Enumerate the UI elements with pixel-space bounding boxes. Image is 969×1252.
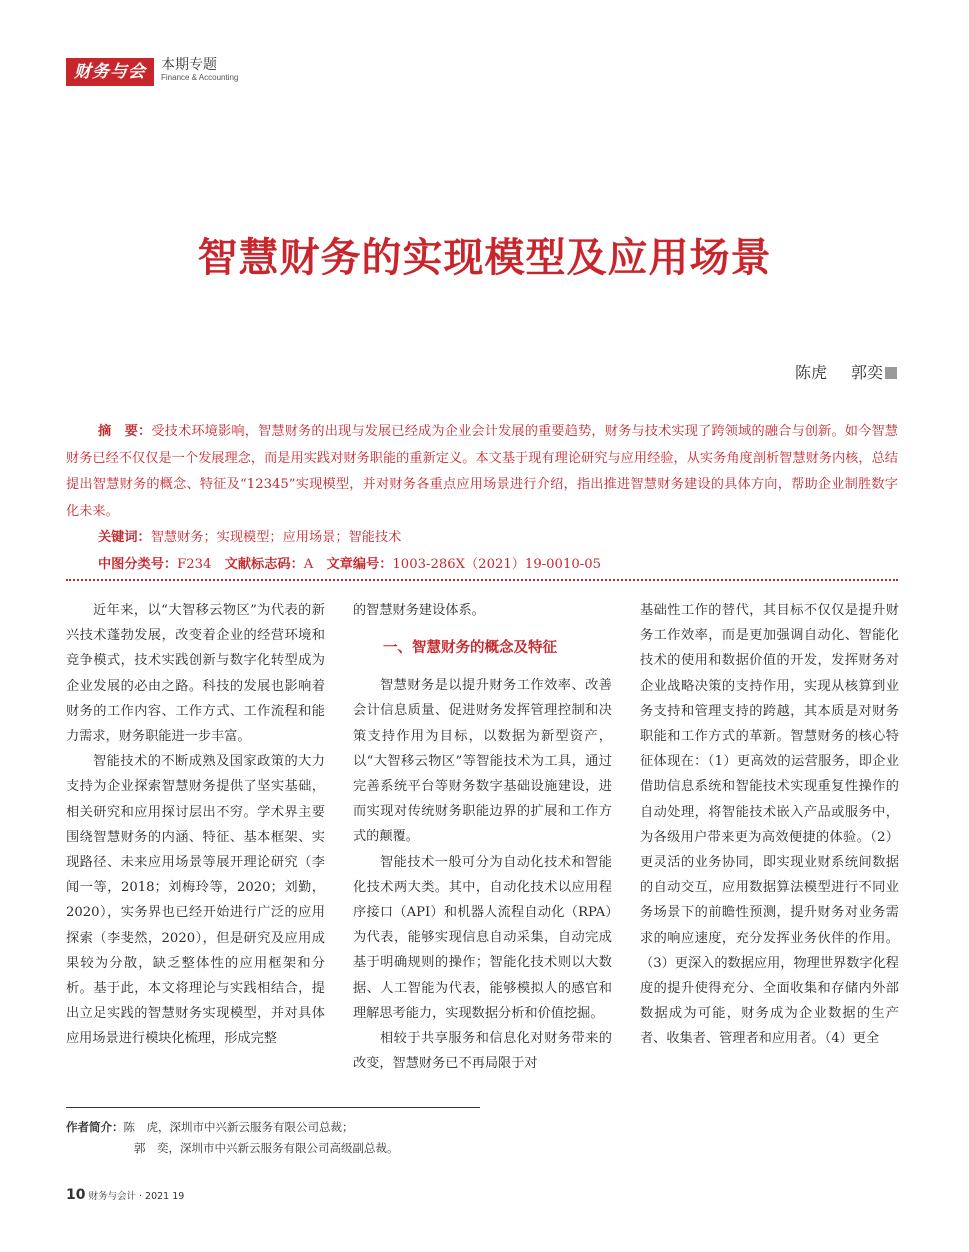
article-no-value: 1003-286X（2021）19-0010-05 xyxy=(392,556,601,572)
keywords-line xyxy=(66,525,898,552)
body-paragraph: 基础性工作的替代，其目标不仅仅是提升财务工作效率，而是更加强调自动化、智能化技术的使用和数据价值的开发，发挥财务对企业战略决策的支持作用，实现从核算到业务支持和管理支持的跨越，其本质是对财务职能和工作方式的革新。智慧财务的核心特征体现在：（1）更高效的运营服务，即企业借助信息系统和智能技术实现重复性操作的自动处理，将智能技术嵌入产品或服务中，为各级用户带来更为高效便捷的体验。（2）更灵活的业务协同，即实现业财系统间数据的自动交互，应用数据算法模型进行不同业务场景下的前瞻性预测，提升财务对业务需求的响应速度，充分发挥业务伙伴的作用。（3）更深入的数据应用，物理世界数字化程度的提升使得充分、全面收集和存储内外部数据成为可能，财务成为企业数据的生产者、收集者、管理者和应用者。（4）更全 xyxy=(640,603,899,1047)
footnote-label: 作者简介： xyxy=(66,1120,124,1134)
author-line xyxy=(795,360,897,383)
clc-label: 中图分类号： xyxy=(98,556,178,572)
author-footnote xyxy=(66,1117,399,1159)
doc-code-label: 文献标志码： xyxy=(224,556,304,572)
keywords-label: 关键词： xyxy=(98,530,151,545)
abstract-label: 摘 要： xyxy=(98,424,152,439)
doc-code-value: A xyxy=(303,556,314,572)
abstract-divider xyxy=(66,579,898,581)
section-title: 本期专题 xyxy=(161,57,217,73)
body-paragraph: 的智慧财务建设体系。 xyxy=(353,603,485,618)
journal-issue: 财务与会计 · 2021 19 xyxy=(88,1191,185,1202)
footnote-rule xyxy=(66,1107,480,1108)
end-square-icon xyxy=(885,367,897,379)
body-paragraph: 智能技术的不断成熟及国家政策的大力支持为企业探索智慧财务提供了坚实基础，相关研究和应用探讨层出不穷。学术界主要围绕智慧财务的内涵、特征、基本框架、实现路径、未来应用场景等展开理论研究（李闻一等，2018；刘梅玲等，2020；刘勤，2020），实务界也已经开始进行广泛的应用探索（李斐然，2020），但是研究及应用成果较为分散，缺乏整体性的应用框架和分析。基于此，本文将理论与实践相结合，提出立足实践的智慧财务实现模型，并对具体应用场景进行模块化梳理，形成完整 xyxy=(66,754,325,1047)
clc-value: F234 xyxy=(177,556,212,572)
body-column-2 xyxy=(353,598,612,1076)
article-no-label: 文章编号： xyxy=(326,556,393,572)
section-subtitle: Finance & Accounting xyxy=(161,73,239,82)
body-paragraph: 智能技术一般可分为自动化技术和智能化技术两大类。其中，自动化技术以应用程序接口（API）和机器人流程自动化（RPA）为代表，能够实现信息自动采集，自动完成基于明确规则的操作；智能化技术则以大数据、人工智能为代表，能够模拟人的感官和理解思考能力，实现数据分析和价值挖掘。 xyxy=(353,854,612,1021)
author-name: 郭奕 xyxy=(850,363,883,382)
article-title: 智慧财务的实现模型及应用场景 xyxy=(197,235,772,281)
footnote-line: 陈 虎，深圳市中兴新云服务有限公司总裁； xyxy=(123,1120,354,1134)
page-footer xyxy=(66,1187,184,1203)
page-number: 10 xyxy=(66,1187,86,1203)
body-column-1 xyxy=(66,598,325,1052)
body-paragraph: 近年来，以“大智移云物区”为代表的新兴技术蓬勃发展，改变着企业的经营环境和竞争模式，技术实践创新与数字化转型成为企业发展的必由之路。科技的发展也影响着财务的工作内容、工作方式、工作流程和能力需求，财务职能进一步丰富。 xyxy=(66,603,325,745)
body-paragraph: 智慧财务是以提升财务工作效率、改善会计信息质量、促进财务发挥管理控制和决策支持作用为目标，以数据为新型资产，以“大智移云物区”等智能技术为工具，通过完善系统平台等财务数字基础设施建设，进而实现对传统财务职能边界的扩展和工作方式的颠覆。 xyxy=(353,678,612,845)
classification-line xyxy=(66,552,898,579)
body-paragraph: 相较于共享服务和信息化对财务带来的改变，智慧财务已不再局限于对 xyxy=(353,1031,612,1072)
keywords-text: 智慧财务；实现模型；应用场景；智能技术 xyxy=(150,530,402,545)
journal-logo: 财务与会计 xyxy=(66,58,154,86)
section-heading: 一、智慧财务的概念及特征 xyxy=(383,640,557,657)
body-column-3 xyxy=(640,598,899,1052)
footnote-line: 郭 奕，深圳市中兴新云服务有限公司高级副总裁。 xyxy=(134,1141,399,1155)
abstract-block xyxy=(66,419,898,578)
abstract-text: 受技术环境影响，智慧财务的出现与发展已经成为企业会计发展的重要趋势，财务与技术实现了跨领域的融合与创新。如今智慧财务已经不仅仅是一个发展理念，而是用实践对财务职能的重新定义。本文基于现有理论研究与应用经验，从实务角度剖析智慧财务内核，总结提出智慧财务的概念、特征及“12345”实现模型，并对财务各重点应用场景进行介绍，指出推进智慧财务建设的具体方向，帮助企业制胜数字化未来。 xyxy=(66,424,898,519)
author-name: 陈虎 xyxy=(794,363,827,382)
